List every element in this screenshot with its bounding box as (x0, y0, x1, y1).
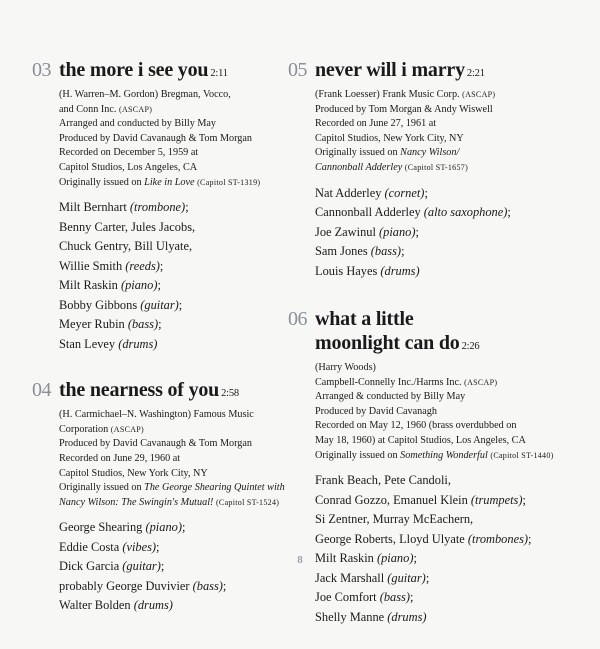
text: ; (158, 317, 162, 332)
text: Recorded on December 5, 1959 at (59, 147, 199, 159)
credit-line (315, 390, 578, 405)
text: probably George Duvivier (59, 578, 193, 593)
text: ; (401, 244, 405, 259)
musician-line (315, 262, 578, 282)
text: Milt Raskin (315, 551, 377, 566)
track-musicians (32, 518, 282, 616)
musician-line (315, 588, 578, 608)
track-musicians (32, 198, 282, 354)
musician-line (59, 276, 282, 296)
text: Eddie Costa (59, 539, 123, 554)
small-text: (Capitol ST-1524) (215, 497, 280, 507)
italic-text: (reeds) (125, 258, 160, 273)
track-title (315, 307, 479, 359)
text: ; (181, 520, 186, 535)
musician-line (315, 608, 578, 628)
musician-line (315, 510, 578, 530)
text: Originally issued on (315, 147, 401, 159)
italic-text: (trombone) (129, 200, 186, 215)
musician-line (59, 296, 282, 316)
musician-line (59, 237, 282, 257)
italic-text: Something Wonderful (400, 449, 488, 461)
musician-line (59, 198, 282, 218)
text: Recorded on May 12, 1960 (brass overdubbed on (315, 420, 517, 432)
text: Bobby Gibbons (59, 297, 141, 312)
track-title-text: what a little (315, 308, 414, 331)
small-text: (Capitol ST-1440) (490, 450, 554, 460)
musician-line (59, 577, 282, 597)
credit-line (315, 146, 578, 161)
credit-line (59, 496, 282, 511)
credit-line (59, 103, 282, 118)
text: Produced by David Cavanaugh & Tom Morgan (59, 438, 253, 450)
track-credits (288, 88, 578, 176)
musician-line (315, 569, 578, 589)
track-header (288, 58, 578, 86)
track-credits (32, 88, 282, 190)
text: Dick Garcia (59, 559, 123, 574)
text: Recorded on June 27, 1961 at (315, 118, 437, 130)
track-05 (288, 58, 578, 281)
text: ; (159, 258, 164, 273)
italic-text: (bass) (127, 317, 159, 332)
italic-text: (drums) (380, 263, 420, 278)
track-title-text-line2: moonlight can do (315, 332, 460, 355)
text: Campbell-Connelly Inc./Harms Inc. (315, 376, 465, 388)
credit-line (59, 423, 282, 438)
credit-line (59, 132, 282, 147)
italic-text: (drums) (118, 336, 158, 351)
text: May 18, 1960) at Capitol Studios, Los Angeles, CA (315, 435, 526, 447)
text: George Roberts, Lloyd Ulyate (315, 531, 468, 546)
page-number: 8 (297, 554, 303, 566)
italic-text: Nancy Wilson: The Swingin's Mutual! (59, 496, 214, 508)
italic-text: Nancy Wilson/ (400, 147, 460, 159)
small-text: (ASCAP) (110, 424, 144, 434)
text: Louis Hayes (315, 263, 381, 278)
italic-text: (trombones) (467, 531, 529, 546)
italic-text: (piano) (120, 278, 158, 293)
italic-text: The George Shearing Quintet with (144, 482, 285, 494)
text: Produced by David Cavanagh (315, 405, 437, 417)
track-musicians (288, 471, 578, 627)
small-text: (Capitol ST-1657) (404, 162, 469, 172)
text: (Harry Woods) (315, 362, 376, 374)
italic-text: (guitar) (140, 297, 179, 312)
track-number: 04 (32, 379, 51, 402)
track-header (32, 58, 282, 86)
credit-line (59, 481, 285, 496)
text: ; (222, 578, 227, 593)
text: ; (507, 205, 511, 220)
text: Walter Bolden (59, 598, 134, 613)
track-number: 06 (288, 308, 307, 331)
credit-line (315, 132, 578, 147)
track-03 (32, 58, 282, 354)
track-header (32, 378, 282, 406)
text: ; (425, 570, 430, 585)
credit-line (59, 467, 282, 482)
text: Originally issued on (315, 449, 401, 461)
track-credits (32, 408, 285, 510)
text: ; (410, 590, 414, 605)
text: Originally issued on (59, 176, 145, 188)
text: Milt Bernhart (59, 200, 130, 215)
track-duration: 2:11 (210, 68, 228, 79)
text: Produced by Tom Morgan & Andy Wiswell (315, 103, 493, 115)
credit-line (315, 117, 578, 132)
italic-text: Cannonball Adderley (315, 161, 403, 173)
text: Joe Zawinul (315, 224, 380, 239)
italic-text: Like in Love (144, 176, 195, 188)
text: Meyer Rubin (59, 317, 128, 332)
track-duration: 2:26 (461, 341, 480, 353)
track-title-text: never will i marry (315, 59, 465, 81)
credit-line (315, 361, 578, 376)
text: Frank Beach, Pete Candoli, (315, 473, 451, 488)
italic-text: (trumpets) (470, 492, 523, 507)
text: ; (185, 200, 189, 215)
track-number: 05 (288, 59, 307, 81)
musician-line (315, 223, 578, 243)
track-title (315, 58, 485, 86)
text: Arranged & conducted by Billy May (315, 391, 466, 403)
credit-line (59, 146, 282, 161)
text: Produced by David Cavanaugh & Tom Morgan (59, 132, 253, 144)
track-number: 03 (32, 59, 51, 81)
italic-text: (alto saxophone) (423, 205, 508, 220)
credit-line (315, 88, 578, 103)
musician-line (315, 471, 578, 491)
italic-text: (guitar) (122, 559, 161, 574)
credit-line (59, 176, 282, 191)
text: Cannonball Adderley (315, 205, 424, 220)
text: Joe Comfort (315, 590, 380, 605)
small-text: (Capitol ST-1319) (197, 177, 261, 187)
credit-line (315, 449, 578, 464)
text: Jack Marshall (315, 570, 388, 585)
musician-line (315, 530, 578, 550)
text: Milt Raskin (59, 278, 121, 293)
credit-line (59, 437, 282, 452)
text: ; (424, 185, 428, 200)
text: Originally issued on (59, 482, 145, 494)
text: Capitol Studios, Los Angeles, CA (59, 161, 198, 173)
italic-text: (drums) (387, 609, 427, 624)
text: Corporation (59, 423, 111, 435)
text: ; (522, 492, 526, 507)
text: Conrad Gozzo, Emanuel Klein (315, 492, 471, 507)
text: ; (528, 531, 532, 546)
text: Capitol Studios, New York City, NY (59, 467, 208, 479)
credit-line (59, 117, 282, 132)
track-musicians (288, 184, 578, 282)
credit-line (59, 88, 282, 103)
track-04 (32, 378, 285, 616)
musician-line (59, 596, 282, 616)
musician-line (59, 315, 282, 335)
left-column (32, 58, 285, 638)
musician-line (315, 242, 578, 262)
small-text: (ASCAP) (464, 377, 498, 387)
track-title (59, 378, 239, 406)
text: (Frank Loesser) Frank Music Corp. (315, 89, 463, 100)
text: (H. Carmichael–N. Washington) Famous Music (59, 409, 254, 421)
small-text: (ASCAP) (462, 90, 496, 99)
credit-line (59, 452, 282, 467)
credit-line (315, 419, 578, 434)
italic-text: (drums) (133, 598, 173, 613)
track-header (288, 307, 578, 359)
musician-line (315, 184, 578, 204)
italic-text: (vibes) (122, 539, 157, 554)
italic-text: (cornet) (384, 185, 425, 200)
italic-text: (piano) (145, 520, 182, 535)
musician-line (59, 518, 282, 538)
text: (H. Warren–M. Gordon) Bregman, Vocco, (59, 89, 231, 100)
text: Benny Carter, Jules Jacobs, (59, 219, 196, 234)
credit-line (315, 434, 578, 449)
text: ; (160, 559, 165, 574)
track-credits (288, 361, 578, 463)
text: ; (415, 224, 419, 239)
track-duration: 2:58 (221, 388, 239, 400)
text: and Conn Inc. (59, 103, 119, 115)
italic-text: (bass) (370, 244, 402, 259)
track-06 (288, 307, 578, 627)
text: ; (413, 551, 417, 566)
musician-line (59, 335, 282, 355)
text: ; (157, 278, 161, 293)
musician-line (59, 257, 282, 277)
credit-line (59, 161, 282, 176)
musician-line (315, 203, 578, 223)
text: Nat Adderley (315, 185, 385, 200)
text: ; (156, 539, 160, 554)
credit-line (315, 376, 578, 391)
text: ; (178, 297, 183, 312)
musician-line (59, 218, 282, 238)
track-title-text: the nearness of you (59, 379, 220, 402)
track-duration: 2:21 (466, 68, 485, 79)
italic-text: (piano) (379, 224, 416, 239)
track-title (59, 58, 228, 86)
track-title-text: the more i see you (59, 59, 209, 81)
text: Willie Smith (59, 258, 126, 273)
credit-line (59, 408, 282, 423)
credit-line (315, 405, 578, 420)
text: Si Zentner, Murray McEachern, (315, 512, 474, 527)
musician-line (315, 491, 578, 511)
italic-text: (bass) (192, 578, 223, 593)
text: Arranged and conducted by Billy May (59, 118, 217, 130)
text: Stan Levey (59, 336, 119, 351)
credit-line (315, 103, 578, 118)
text: Recorded on June 29, 1960 at (59, 452, 181, 464)
text: George Shearing (59, 520, 146, 535)
italic-text: (piano) (376, 551, 414, 566)
small-text: (ASCAP) (118, 104, 153, 114)
italic-text: (guitar) (387, 570, 426, 585)
text: Capitol Studios, New York City, NY (315, 132, 464, 144)
text: Sam Jones (315, 244, 371, 259)
text: Chuck Gentry, Bill Ulyate, (59, 239, 193, 254)
credit-line (315, 161, 578, 176)
text: Shelly Manne (315, 609, 388, 624)
italic-text: (bass) (379, 590, 410, 605)
